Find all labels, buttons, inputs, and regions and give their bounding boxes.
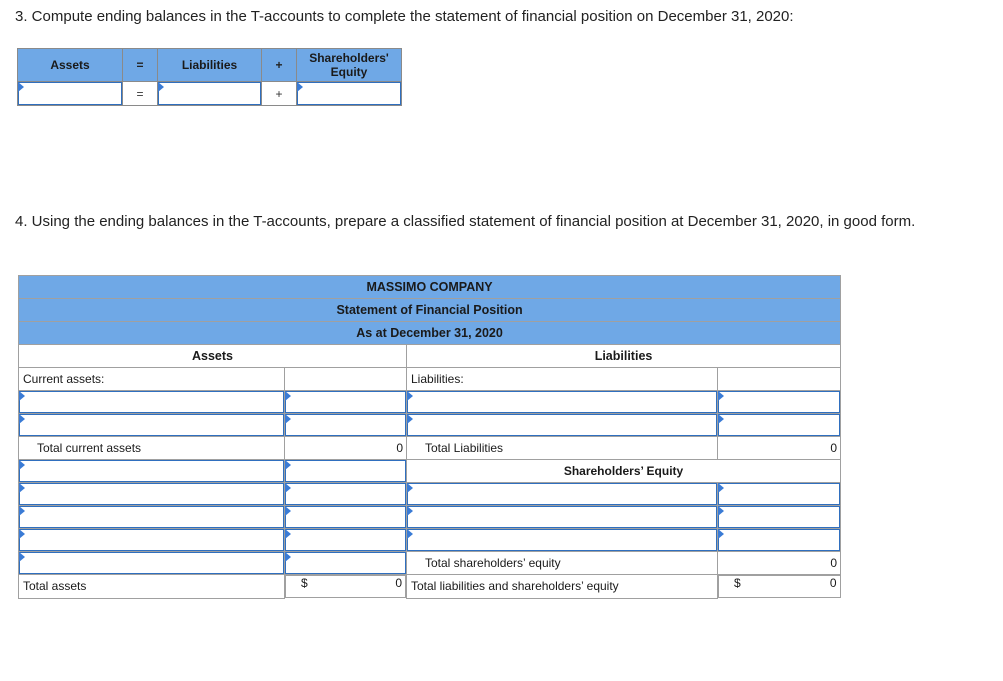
equity-name-input-1[interactable] <box>407 483 717 505</box>
equity-input[interactable] <box>297 82 401 105</box>
equity-amount-input-1[interactable] <box>718 483 840 505</box>
liability-name-input-2[interactable] <box>407 414 717 436</box>
question-4-text: 4. Using the ending balances in the T-accounts, prepare a classified statement of financial position at December 31, 2020, in good form. <box>15 213 916 230</box>
equity-name-input-2[interactable] <box>407 506 717 528</box>
equals-sign-row: = <box>123 82 158 106</box>
current-assets-label: Current assets: <box>19 368 285 391</box>
total-assets-cell <box>285 575 406 598</box>
question-3-text: 3. Compute ending balances in the T-accounts to complete the statement of financial position on December 31, 2020: <box>15 8 794 25</box>
plus-sign: + <box>262 49 297 82</box>
liabilities-header: Liabilities <box>158 49 262 82</box>
statement-title: Statement of Financial Position <box>19 299 841 322</box>
current-asset-amount-input-2[interactable] <box>285 414 406 436</box>
liability-amount-input-1[interactable] <box>718 391 840 413</box>
total-current-assets-label: Total current assets <box>19 437 285 460</box>
total-liab-equity-label: Total liabilities and shareholders’ equity <box>407 575 718 599</box>
total-liabilities-value: 0 <box>718 437 841 460</box>
total-assets-label: Total assets <box>19 575 285 599</box>
accounting-equation-table <box>17 48 402 106</box>
noncurrent-asset-amount-input-2[interactable] <box>285 483 406 505</box>
noncurrent-asset-name-input-5[interactable] <box>19 552 284 574</box>
plus-sign-row: + <box>262 82 297 106</box>
current-asset-name-input-1[interactable] <box>19 391 284 413</box>
noncurrent-asset-name-input-4[interactable] <box>19 529 284 551</box>
assets-header: Assets <box>18 49 123 82</box>
total-current-assets-value: 0 <box>285 437 407 460</box>
equity-name-input-3[interactable] <box>407 529 717 551</box>
noncurrent-asset-name-input-2[interactable] <box>19 483 284 505</box>
liability-name-input-1[interactable] <box>407 391 717 413</box>
assets-input[interactable] <box>18 82 122 105</box>
liabilities-input[interactable] <box>158 82 261 105</box>
current-asset-amount-input-1[interactable] <box>285 391 406 413</box>
total-liab-equity-cell <box>718 575 841 598</box>
equity-amount-input-3[interactable] <box>718 529 840 551</box>
liabilities-label: Liabilities: <box>407 368 718 391</box>
total-liab-equity-value: 0 <box>829 576 837 590</box>
total-assets-value: 0 <box>395 576 402 590</box>
equity-section-header: Shareholders’ Equity <box>407 460 841 483</box>
equals-sign: = <box>123 49 158 82</box>
statement-table <box>18 275 841 599</box>
current-asset-name-input-2[interactable] <box>19 414 284 436</box>
equity-amount-input-2[interactable] <box>718 506 840 528</box>
total-equity-value: 0 <box>718 552 841 575</box>
total-liabilities-label: Total Liabilities <box>407 437 718 460</box>
liabilities-section-header: Liabilities <box>407 345 841 368</box>
noncurrent-asset-amount-input-4[interactable] <box>285 529 406 551</box>
noncurrent-asset-amount-input-3[interactable] <box>285 506 406 528</box>
total-liab-equity-currency: $ <box>734 576 741 590</box>
company-name: MASSIMO COMPANY <box>19 276 841 299</box>
statement-date: As at December 31, 2020 <box>19 322 841 345</box>
noncurrent-asset-amount-input-1[interactable] <box>285 460 406 482</box>
noncurrent-asset-amount-input-5[interactable] <box>285 552 406 574</box>
total-equity-label: Total shareholders’ equity <box>407 552 718 575</box>
assets-section-header: Assets <box>19 345 407 368</box>
liability-amount-input-2[interactable] <box>718 414 840 436</box>
noncurrent-asset-name-input-1[interactable] <box>19 460 284 482</box>
noncurrent-asset-name-input-3[interactable] <box>19 506 284 528</box>
equity-header: Shareholders' Equity <box>297 49 402 82</box>
total-assets-currency: $ <box>301 576 308 590</box>
